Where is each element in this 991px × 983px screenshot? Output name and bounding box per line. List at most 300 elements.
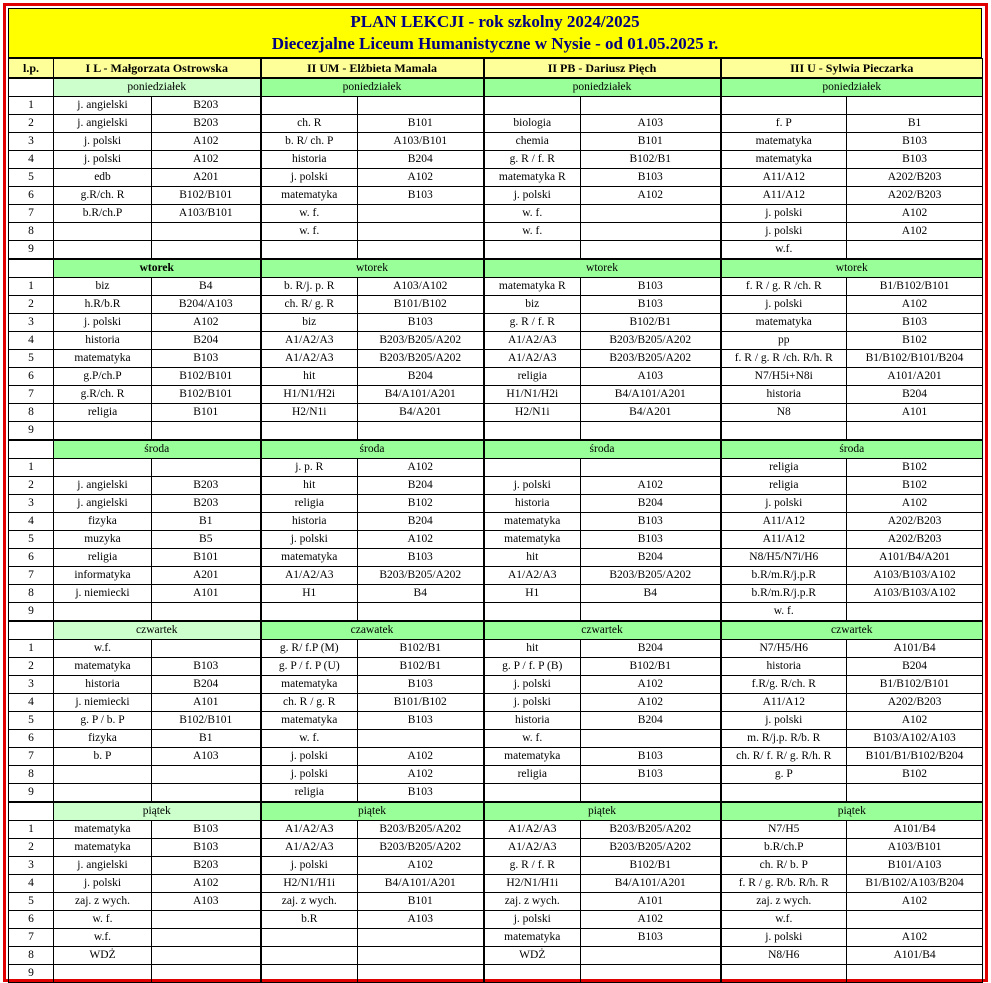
subject-cell: ch. R/ g. R — [261, 296, 358, 314]
lesson-row — [9, 947, 983, 965]
subject-cell: j. polski — [54, 151, 152, 169]
room-cell: B103 — [358, 712, 484, 730]
lesson-row — [9, 513, 983, 531]
subject-cell: hit — [484, 640, 581, 658]
lesson-row — [9, 911, 983, 929]
room-cell: B204 — [358, 513, 484, 531]
room-cell: B103 — [358, 784, 484, 803]
room-cell: B203/B205/A202 — [581, 567, 721, 585]
title-banner — [8, 8, 982, 58]
room-cell: A202/B203 — [847, 694, 983, 712]
subject-cell: g.R/ch. R — [54, 187, 152, 205]
room-cell: B204 — [581, 549, 721, 567]
subject-cell: matematyka — [261, 549, 358, 567]
room-cell — [358, 730, 484, 748]
room-cell: B103 — [581, 748, 721, 766]
room-cell: B4/A101/A201 — [581, 875, 721, 893]
subject-cell: f. R / g. R/b. R/h. R — [721, 875, 847, 893]
room-cell: B102 — [847, 459, 983, 477]
lesson-row — [9, 893, 983, 911]
day-label: środa — [484, 440, 721, 459]
subject-cell: h.R/b.R — [54, 296, 152, 314]
subject-cell: matematyka R — [484, 278, 581, 296]
lesson-row — [9, 857, 983, 875]
room-cell: A101 — [581, 893, 721, 911]
room-cell: B4 — [152, 278, 261, 296]
room-cell: A102 — [358, 531, 484, 549]
room-cell — [847, 911, 983, 929]
room-cell: A102 — [358, 459, 484, 477]
class-header: II UM - Elżbieta Mamala — [261, 59, 484, 79]
room-cell: B204 — [581, 712, 721, 730]
subject-cell: A1/A2/A3 — [261, 567, 358, 585]
lesson-row — [9, 422, 983, 441]
room-cell: B103 — [847, 314, 983, 332]
room-cell: B204 — [358, 477, 484, 495]
lesson-number: 7 — [9, 748, 54, 766]
room-cell — [581, 730, 721, 748]
lesson-number: 7 — [9, 205, 54, 223]
room-cell: A102 — [581, 187, 721, 205]
subject-cell: matematyka — [261, 187, 358, 205]
subject-cell: A1/A2/A3 — [261, 332, 358, 350]
day-label: piątek — [484, 802, 721, 821]
subject-cell: H1/N1/H2i — [261, 386, 358, 404]
subject-cell: historia — [54, 676, 152, 694]
subject-cell: w. f. — [721, 603, 847, 622]
subject-cell: zaj. z wych. — [484, 893, 581, 911]
subject-cell: j. polski — [721, 296, 847, 314]
room-cell: B204 — [358, 151, 484, 169]
lesson-number: 1 — [9, 278, 54, 296]
subject-cell: matematyka — [484, 748, 581, 766]
subject-cell — [54, 422, 152, 441]
room-cell: A102 — [152, 875, 261, 893]
room-cell: A201 — [152, 169, 261, 187]
room-cell: A202/B203 — [847, 169, 983, 187]
lesson-number: 2 — [9, 115, 54, 133]
room-cell: A103 — [152, 748, 261, 766]
subject-cell: A1/A2/A3 — [261, 821, 358, 839]
room-cell: A102 — [581, 694, 721, 712]
room-cell: B101 — [358, 115, 484, 133]
lesson-number: 3 — [9, 495, 54, 513]
lesson-row — [9, 459, 983, 477]
lesson-number: 3 — [9, 314, 54, 332]
lesson-row — [9, 603, 983, 622]
subject-cell: hit — [484, 549, 581, 567]
room-cell: B101/B102 — [358, 694, 484, 712]
room-cell: B102 — [847, 766, 983, 784]
room-cell: B103 — [581, 766, 721, 784]
room-cell: B1 — [152, 730, 261, 748]
subject-cell: religia — [54, 549, 152, 567]
lesson-number: 2 — [9, 658, 54, 676]
subject-cell: matematyka — [54, 350, 152, 368]
room-cell — [152, 929, 261, 947]
room-cell: B102/B1 — [358, 658, 484, 676]
room-cell — [358, 205, 484, 223]
lesson-number: 3 — [9, 676, 54, 694]
room-cell: B203/B205/A202 — [581, 839, 721, 857]
room-cell: A101/B4 — [847, 640, 983, 658]
subject-cell: f. R / g. R /ch. R — [721, 278, 847, 296]
room-cell: B103 — [581, 531, 721, 549]
subject-cell: matematyka — [484, 531, 581, 549]
room-cell: A202/B203 — [847, 513, 983, 531]
lesson-row — [9, 929, 983, 947]
subject-cell: g. R/ f.P (M) — [261, 640, 358, 658]
room-cell: A102 — [581, 676, 721, 694]
subject-cell: w. f. — [484, 730, 581, 748]
room-cell: B203 — [152, 97, 261, 115]
subject-cell: H2/N1/H1i — [261, 875, 358, 893]
header-row — [9, 59, 983, 79]
subject-cell: matematyka — [721, 133, 847, 151]
subject-cell: religia — [721, 477, 847, 495]
lesson-number: 1 — [9, 459, 54, 477]
room-cell: B103 — [581, 278, 721, 296]
room-cell: B1 — [152, 513, 261, 531]
room-cell — [358, 223, 484, 241]
subject-cell: w.f. — [721, 241, 847, 260]
lesson-number: 5 — [9, 169, 54, 187]
day-header-row — [9, 78, 983, 97]
room-cell: B103 — [358, 187, 484, 205]
subject-cell: j. polski — [261, 857, 358, 875]
subject-cell: b. R/ ch. P — [261, 133, 358, 151]
room-cell — [581, 241, 721, 260]
room-cell: B5 — [152, 531, 261, 549]
subject-cell: biz — [54, 278, 152, 296]
room-cell: B4/A201 — [358, 404, 484, 422]
room-cell: A101 — [152, 585, 261, 603]
room-cell: B101 — [358, 893, 484, 911]
subject-cell: H2/N1i — [484, 404, 581, 422]
room-cell: B1/B102/B101 — [847, 676, 983, 694]
room-cell: B103 — [358, 314, 484, 332]
room-cell: B103 — [581, 513, 721, 531]
room-cell: B4 — [358, 585, 484, 603]
room-cell: A103 — [152, 893, 261, 911]
lesson-number: 9 — [9, 784, 54, 803]
subject-cell: chemia — [484, 133, 581, 151]
subject-cell: religia — [484, 766, 581, 784]
subject-cell: j. polski — [261, 531, 358, 549]
lesson-row — [9, 766, 983, 784]
room-cell — [581, 223, 721, 241]
room-cell: B102/B1 — [581, 658, 721, 676]
room-cell: B203/B205/A202 — [581, 821, 721, 839]
room-cell: B4 — [581, 585, 721, 603]
lesson-row — [9, 223, 983, 241]
subject-cell: w. f. — [261, 205, 358, 223]
subject-cell: j. polski — [54, 133, 152, 151]
subject-cell: b.R/ch.P — [721, 839, 847, 857]
room-cell: B102/B1 — [581, 857, 721, 875]
subject-cell: H1/N1/H2i — [484, 386, 581, 404]
day-label: piątek — [261, 802, 484, 821]
lesson-number: 5 — [9, 531, 54, 549]
room-cell: A103/B101 — [847, 839, 983, 857]
room-cell — [152, 603, 261, 622]
subject-cell: A1/A2/A3 — [261, 350, 358, 368]
room-cell: B103 — [358, 549, 484, 567]
subject-cell: w. f. — [54, 911, 152, 929]
room-cell: A102 — [581, 911, 721, 929]
room-cell: A102 — [358, 766, 484, 784]
subject-cell: j. niemiecki — [54, 585, 152, 603]
room-cell — [152, 947, 261, 965]
lesson-row — [9, 821, 983, 839]
lesson-number: 4 — [9, 694, 54, 712]
subject-cell: religia — [261, 784, 358, 803]
lesson-number: 1 — [9, 640, 54, 658]
room-cell — [581, 965, 721, 983]
room-cell: A102 — [358, 748, 484, 766]
subject-cell — [261, 929, 358, 947]
page-subtitle: Diecezjalne Liceum Humanistyczne w Nysie - od 01.05.2025 r. — [271, 34, 719, 53]
room-cell: B103 — [358, 676, 484, 694]
subject-cell — [484, 603, 581, 622]
subject-cell: g.P/ch.P — [54, 368, 152, 386]
room-cell: A103/B101 — [358, 133, 484, 151]
room-cell — [847, 422, 983, 441]
subject-cell: w.f. — [54, 929, 152, 947]
room-cell: B101/B1/B102/B204 — [847, 748, 983, 766]
subject-cell: zaj. z wych. — [721, 893, 847, 911]
day-lp-cell — [9, 802, 54, 821]
day-lp-cell — [9, 440, 54, 459]
room-cell: B102/B1 — [581, 314, 721, 332]
subject-cell: j. polski — [721, 495, 847, 513]
subject-cell: H2/N1i — [261, 404, 358, 422]
subject-cell: ch. R/ f. R/ g. R/h. R — [721, 748, 847, 766]
lesson-number: 4 — [9, 151, 54, 169]
room-cell: A101/A201 — [847, 368, 983, 386]
room-cell: B103 — [847, 151, 983, 169]
lesson-number: 9 — [9, 603, 54, 622]
subject-cell: b. P — [54, 748, 152, 766]
subject-cell: b. R/j. p. R — [261, 278, 358, 296]
room-cell: B203 — [152, 495, 261, 513]
room-cell: A103 — [581, 115, 721, 133]
room-cell: B4/A201 — [581, 404, 721, 422]
room-cell: A101/B4 — [847, 821, 983, 839]
subject-cell — [54, 241, 152, 260]
room-cell — [358, 97, 484, 115]
lesson-number: 5 — [9, 712, 54, 730]
day-lp-cell — [9, 621, 54, 640]
subject-cell: g. R / f. R — [484, 857, 581, 875]
subject-cell: j. angielski — [54, 857, 152, 875]
room-cell: A102 — [152, 314, 261, 332]
lesson-number: 6 — [9, 911, 54, 929]
subject-cell — [261, 422, 358, 441]
subject-cell: historia — [54, 332, 152, 350]
subject-cell: A1/A2/A3 — [484, 821, 581, 839]
room-cell — [581, 947, 721, 965]
lesson-number: 4 — [9, 875, 54, 893]
room-cell: B4/A101/A201 — [581, 386, 721, 404]
room-cell: B101 — [581, 133, 721, 151]
room-cell: A202/B203 — [847, 531, 983, 549]
subject-cell: j. polski — [54, 314, 152, 332]
lesson-row — [9, 712, 983, 730]
room-cell — [152, 784, 261, 803]
subject-cell: j. polski — [721, 205, 847, 223]
subject-cell — [54, 459, 152, 477]
subject-cell: j. p. R — [261, 459, 358, 477]
subject-cell: j. angielski — [54, 495, 152, 513]
day-header-row — [9, 802, 983, 821]
subject-cell: f. R / g. R /ch. R/h. R — [721, 350, 847, 368]
class-header: I L - Małgorzata Ostrowska — [54, 59, 261, 79]
subject-cell — [261, 241, 358, 260]
room-cell: B203/B205/A202 — [358, 567, 484, 585]
lesson-number: 7 — [9, 929, 54, 947]
subject-cell: H2/N1/H1i — [484, 875, 581, 893]
subject-cell: j. polski — [261, 766, 358, 784]
room-cell — [152, 223, 261, 241]
room-cell: A103/A102 — [358, 278, 484, 296]
subject-cell: j. polski — [484, 477, 581, 495]
lesson-number: 5 — [9, 893, 54, 911]
subject-cell: j. polski — [721, 223, 847, 241]
room-cell: B102/B1 — [581, 151, 721, 169]
lesson-row — [9, 350, 983, 368]
room-cell — [358, 241, 484, 260]
lesson-row — [9, 531, 983, 549]
room-cell: A102 — [581, 477, 721, 495]
subject-cell: historia — [484, 495, 581, 513]
lesson-row — [9, 296, 983, 314]
subject-cell: g. P — [721, 766, 847, 784]
lesson-row — [9, 495, 983, 513]
schedule-table — [8, 58, 983, 983]
subject-cell: A1/A2/A3 — [484, 567, 581, 585]
lesson-number: 6 — [9, 187, 54, 205]
subject-cell — [484, 241, 581, 260]
room-cell: B102 — [847, 332, 983, 350]
lesson-row — [9, 748, 983, 766]
subject-cell: N8/H6 — [721, 947, 847, 965]
room-cell — [358, 422, 484, 441]
lesson-row — [9, 386, 983, 404]
subject-cell — [484, 784, 581, 803]
room-cell: B204 — [847, 386, 983, 404]
subject-cell: matematyka — [721, 151, 847, 169]
subject-cell: b.R/m.R/j.p.R — [721, 567, 847, 585]
lesson-row — [9, 115, 983, 133]
room-cell: B103 — [152, 350, 261, 368]
room-cell: A103 — [581, 368, 721, 386]
room-cell: B203 — [152, 115, 261, 133]
room-cell — [581, 422, 721, 441]
room-cell: B103 — [152, 821, 261, 839]
subject-cell — [54, 223, 152, 241]
day-label: poniedziałek — [484, 78, 721, 97]
day-label: wtorek — [261, 259, 484, 278]
subject-cell — [721, 97, 847, 115]
subject-cell: hit — [261, 477, 358, 495]
subject-cell: g. R / f. R — [484, 151, 581, 169]
subject-cell: religia — [54, 404, 152, 422]
subject-cell: matematyka — [54, 839, 152, 857]
subject-cell: historia — [261, 151, 358, 169]
lesson-number: 8 — [9, 585, 54, 603]
subject-cell: matematyka — [261, 676, 358, 694]
room-cell: B203/B205/A202 — [358, 839, 484, 857]
subject-cell: matematyka — [484, 929, 581, 947]
subject-cell: j. angielski — [54, 115, 152, 133]
day-label: środa — [261, 440, 484, 459]
lesson-row — [9, 133, 983, 151]
lesson-number: 2 — [9, 477, 54, 495]
room-cell: A101/B4 — [847, 947, 983, 965]
subject-cell: muzyka — [54, 531, 152, 549]
subject-cell: g. P / f. P (B) — [484, 658, 581, 676]
lesson-number: 6 — [9, 368, 54, 386]
room-cell: A101 — [847, 404, 983, 422]
subject-cell: g. P / b. P — [54, 712, 152, 730]
day-label: wtorek — [484, 259, 721, 278]
subject-cell — [54, 965, 152, 983]
subject-cell: b.R/m.R/j.p.R — [721, 585, 847, 603]
subject-cell: religia — [721, 459, 847, 477]
room-cell — [152, 241, 261, 260]
lesson-number: 8 — [9, 223, 54, 241]
subject-cell: biologia — [484, 115, 581, 133]
day-label: piątek — [54, 802, 261, 821]
room-cell: B102/B101 — [152, 386, 261, 404]
lesson-row — [9, 404, 983, 422]
room-cell: A103/B101 — [152, 205, 261, 223]
class-header: III U - Sylwia Pieczarka — [721, 59, 983, 79]
lesson-number: 9 — [9, 965, 54, 983]
subject-cell: w. f. — [484, 223, 581, 241]
lesson-row — [9, 477, 983, 495]
subject-cell: WDŻ — [484, 947, 581, 965]
subject-cell: j. polski — [721, 712, 847, 730]
subject-cell — [721, 965, 847, 983]
lesson-row — [9, 567, 983, 585]
subject-cell: j. angielski — [54, 97, 152, 115]
subject-cell: A1/A2/A3 — [484, 350, 581, 368]
lesson-row — [9, 368, 983, 386]
subject-cell: matematyka — [261, 712, 358, 730]
lesson-row — [9, 151, 983, 169]
room-cell: B203/B205/A202 — [581, 350, 721, 368]
subject-cell: A1/A2/A3 — [484, 332, 581, 350]
subject-cell: edb — [54, 169, 152, 187]
room-cell: B204 — [152, 676, 261, 694]
lesson-number: 9 — [9, 241, 54, 260]
subject-cell — [484, 97, 581, 115]
room-cell: A102 — [152, 133, 261, 151]
room-cell: A102 — [847, 205, 983, 223]
room-cell — [152, 911, 261, 929]
room-cell — [847, 241, 983, 260]
lesson-row — [9, 187, 983, 205]
subject-cell: N7/H5/H6 — [721, 640, 847, 658]
day-label: środa — [54, 440, 261, 459]
room-cell: B102/B101 — [152, 712, 261, 730]
room-cell: B4/A101/A201 — [358, 386, 484, 404]
room-cell: A103 — [358, 911, 484, 929]
lesson-number: 6 — [9, 730, 54, 748]
room-cell — [847, 603, 983, 622]
